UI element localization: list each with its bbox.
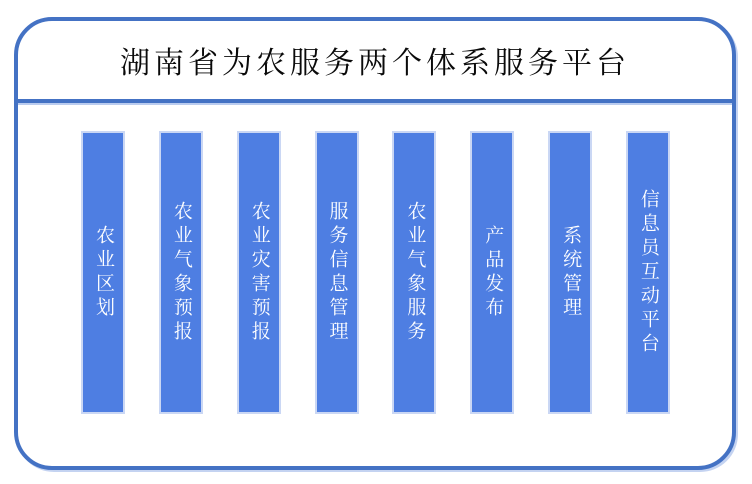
module-bar-agro-weather-forecast [159,131,203,414]
module-label: 农业气象预报 [170,200,192,345]
module-bar-system-management [548,131,592,414]
module-label: 农业区划 [93,224,114,321]
module-bar-product-release [470,131,514,414]
diagram-title: 湖南省为农服务两个体系服务平台 [120,47,630,80]
module-label: 系统管理 [560,224,582,321]
module-bar-informer-interactive-platform [626,131,670,414]
module-bar-agro-disaster-forecast [237,131,281,414]
module-bar-agricultural-zoning [81,131,125,414]
module-label: 农业灾害预报 [248,200,270,345]
diagram-header [18,21,732,103]
module-bar-agro-weather-service [392,131,436,414]
platform-frame [14,17,736,470]
modules-row [81,131,670,414]
module-bar-service-info-management [315,131,359,414]
module-label: 产品发布 [482,224,504,321]
module-label: 服务信息管理 [326,200,348,345]
module-label: 信息员互动平台 [637,188,659,357]
module-label: 农业气象服务 [404,200,426,345]
